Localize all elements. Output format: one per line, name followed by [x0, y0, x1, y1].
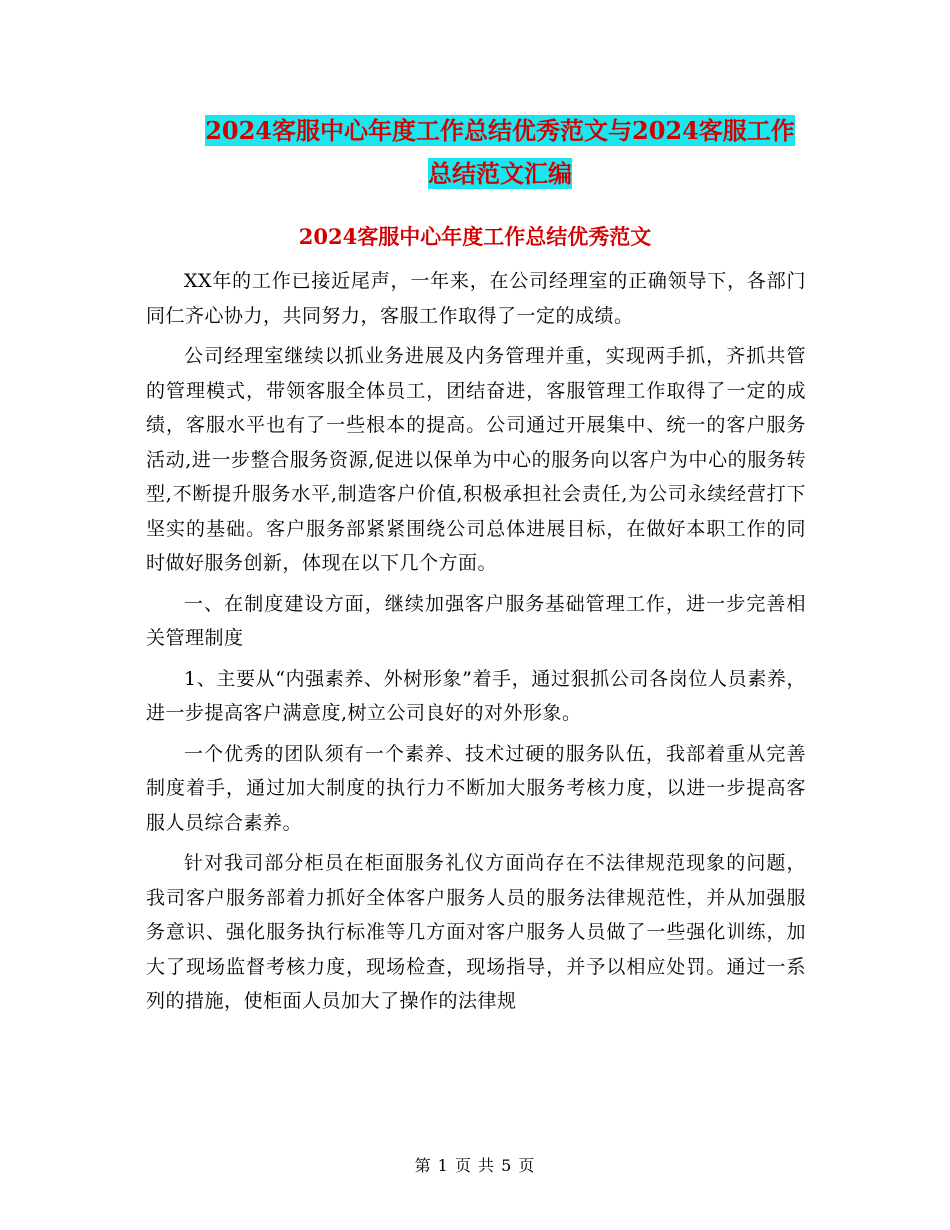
paragraph-6: 针对我司部分柜员在柜面服务礼仪方面尚存在不法律规范现象的问题，我司客户服务部着力抓好全体客户服务人员的服务法律规范性，并从加强服务意识、强化服务执行标准等几方面对客户服务人员做了一些强化训练，加大了现场监督考核力度，现场检查，现场指导，并予以相应处罚。通过一系列的措施，使柜面人员加大了操作的法律规: [146, 852, 806, 1012]
body-text: [146, 264, 806, 1025]
title-highlight-2: 总结范文汇编: [428, 159, 572, 188]
paragraph-4: 1、主要从“内强素养、外树形象”着手，通过狠抓公司各岗位人员素养，进一步提高客户满意度,树立公司良好的对外形象。: [146, 667, 806, 724]
paragraph-1: XX年的工作已接近尾声，一年来，在公司经理室的正确领导下，各部门同仁齐心协力，共同努力，客服工作取得了一定的成绩。: [146, 270, 806, 327]
section-title: 2024客服中心年度工作总结优秀范文: [298, 224, 652, 249]
paragraph-5: 一个优秀的团队须有一个素养、技术过硬的服务队伍，我部着重从完善制度着手，通过加大制度的执行力不断加大服务考核力度，以进一步提高客服人员综合素养。: [146, 742, 806, 834]
paragraph-3: 一、在制度建设方面，继续加强客户服务基础管理工作，进一步完善相关管理制度: [146, 592, 806, 649]
paragraph-2: 公司经理室继续以抓业务进展及内务管理并重，实现两手抓，齐抓共管的管理模式，带领客服全体员工，团结奋进，客服管理工作取得了一定的成绩，客服水平也有了一些根本的提高。公司通过开展集中、统一的客户服务活动,进一步整合服务资源,促进以保单为中心的服务向以客户为中心的服务转型,不断提升服务水平,制造客户价值,积极承担社会责任,为公司永续经营打下坚实的基础。客户服务部紧紧围绕公司总体进展目标，在做好本职工作的同时做好服务创新，体现在以下几个方面。: [146, 345, 806, 574]
document-title-line-2: [100, 154, 900, 194]
document-title-line-1: [100, 111, 900, 151]
title-highlight-1: 2024客服中心年度工作总结优秀范文与2024客服工作: [205, 116, 795, 145]
page-footer: 第 1 页 共 5 页: [414, 1156, 536, 1175]
